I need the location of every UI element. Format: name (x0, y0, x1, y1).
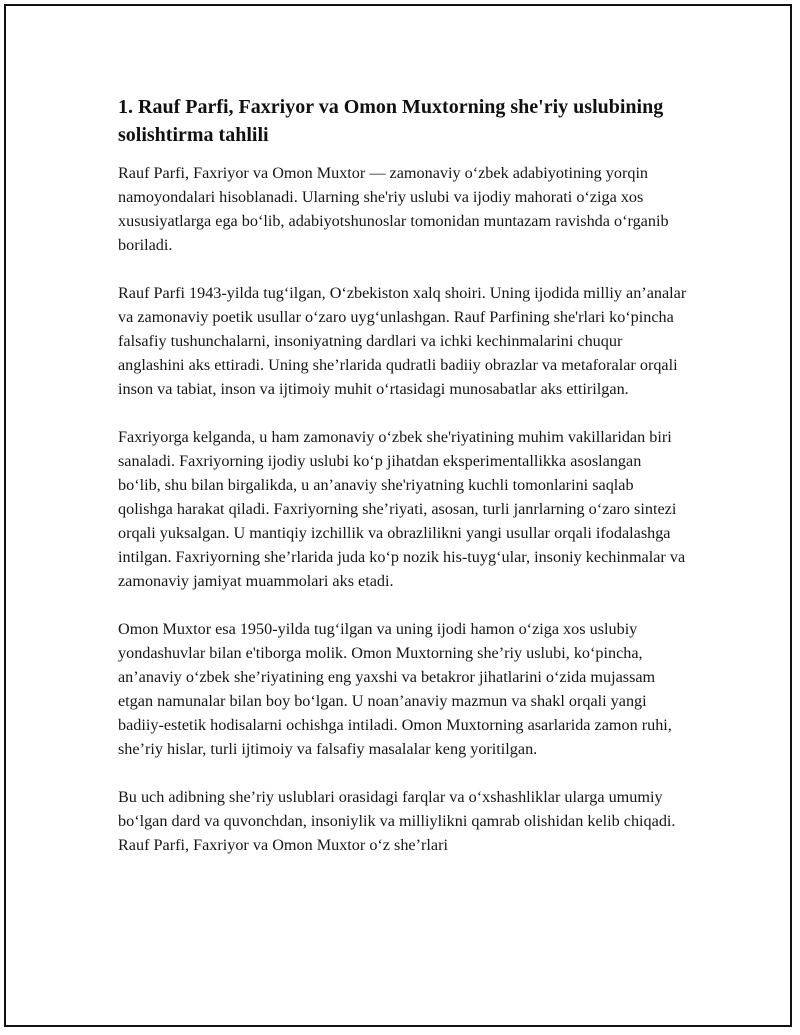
paragraph-intro: Rauf Parfi, Faxriyor va Omon Muxtor — zamonaviy o‘zbek adabiyotining yorqin namoyondalari hisoblanadi. Ularning she'riy uslubi va ijodiy mahorati o‘ziga xos xususiyatlarga ega bo‘lib, adabiyotshunoslar tomonidan muntazam ravishda o‘rganib boriladi. (118, 164, 669, 254)
document-body (118, 93, 688, 881)
paragraph-comparison: Bu uch adibning she’riy uslublari orasidagi farqlar va o‘xshashliklar ularga umumiy bo‘lgan dard va quvonchdan, insoniylik va milliylikni qamrab olishidan kelib chiqadi. Rauf Parfi, Faxriyor va Omon Muxtor o‘z she’rlari (118, 788, 676, 854)
section-heading: 1. Rauf Parfi, Faxriyor va Omon Muxtorning she'riy uslubining solishtirma tahlili (118, 96, 664, 146)
paragraph-faxriyor: Faxriyorga kelganda, u ham zamonaviy o‘zbek she'riyatining muhim vakillaridan biri sanaladi. Faxriyorning ijodiy uslubi ko‘p jihatdan eksperimentallikka asoslangan bo‘lib, shu bilan birgalikda, u an’anaviy she'riyatning kuchli tomonlarini saqlab qolishga harakat qiladi. Faxriyorning she’riyati, asosan, turli janrlarning o‘zaro sintezi orqali yuksalgan. U mantiqiy izchillik va obrazlilikni yangi usullar orqali ifodalashga intilgan. Faxriyorning she’rlarida juda ko‘p nozik his-tuyg‘ular, insoniy kechinmalar va zamonaviy jamiyat muammolari aks etadi. (118, 428, 686, 590)
paragraph-rauf-parfi: Rauf Parfi 1943-yilda tug‘ilgan, O‘zbekiston xalq shoiri. Uning ijodida milliy an’analar va zamonaviy poetik usullar o‘zaro uyg‘unlashgan. Rauf Parfining she'rlari ko‘pincha falsafiy tushunchalarni, insoniyatning dardlari va ichki kechinmalarini chuqur anglashini aks ettiradi. Uning she’rlarida qudratli badiiy obrazlar va metaforalar orqali inson va tabiat, inson va ijtimoiy muhit o‘rtasidagi munosabatlar aks ettirilgan. (118, 284, 687, 398)
paragraph-omon-muxtor: Omon Muxtor esa 1950-yilda tug‘ilgan va uning ijodi hamon o‘ziga xos uslubiy yondashuvlar bilan e'tiborga molik. Omon Muxtorning she’riy uslubi, ko‘pincha, an’anaviy o‘zbek she’riyatining eng yaxshi va betakror jihatlarini o‘zida mujassam etgan namunalar bilan boy bo‘lgan. U noan’anaviy mazmun va shakl orqali yangi badiiy-estetik hodisalarni ochishga intiladi. Omon Muxtorning asarlarida zamon ruhi, she’riy hislar, turli ijtimoiy va falsafiy masalalar keng yoritilgan. (118, 620, 672, 758)
